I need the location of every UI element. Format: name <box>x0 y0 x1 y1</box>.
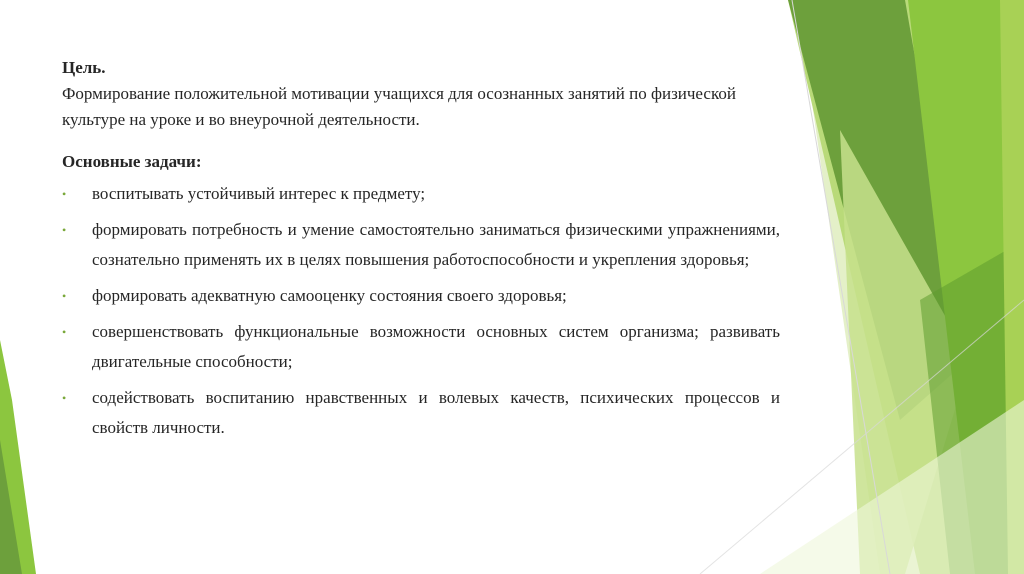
bullet-icon: • <box>62 187 67 201</box>
task-text: воспитывать устойчивый интерес к предмету; <box>92 184 426 203</box>
goal-text: Формирование положительной мотивации учащихся для осознанных занятий по физической культуре на уроке и во внеурочной деятельности. <box>62 84 736 129</box>
task-list <box>62 179 780 443</box>
tasks-heading: Основные задачи: <box>62 152 202 171</box>
task-text: совершенствовать функциональные возможности основных систем организма; развивать двигательные способности; <box>92 322 780 371</box>
bullet-icon: • <box>62 289 67 303</box>
task-text: формировать потребность и умение самостоятельно заниматься физическими упражнениями, сознательно применять их в целях повышения работоспособности и укрепления здоровья; <box>92 220 780 269</box>
bullet-icon: • <box>62 391 67 405</box>
list-item <box>62 317 780 377</box>
goal-label: Цель. <box>62 58 106 77</box>
list-item <box>62 383 780 443</box>
list-item <box>62 215 780 275</box>
task-text: содействовать воспитанию нравственных и волевых качеств, психических процессов и свойств личности. <box>92 388 780 437</box>
list-item <box>62 281 780 311</box>
bullet-icon: • <box>62 223 67 237</box>
slide-content <box>62 55 780 449</box>
list-item <box>62 179 780 209</box>
task-text: формировать адекватную самооценку состояния своего здоровья; <box>92 286 567 305</box>
bullet-icon: • <box>62 325 67 339</box>
